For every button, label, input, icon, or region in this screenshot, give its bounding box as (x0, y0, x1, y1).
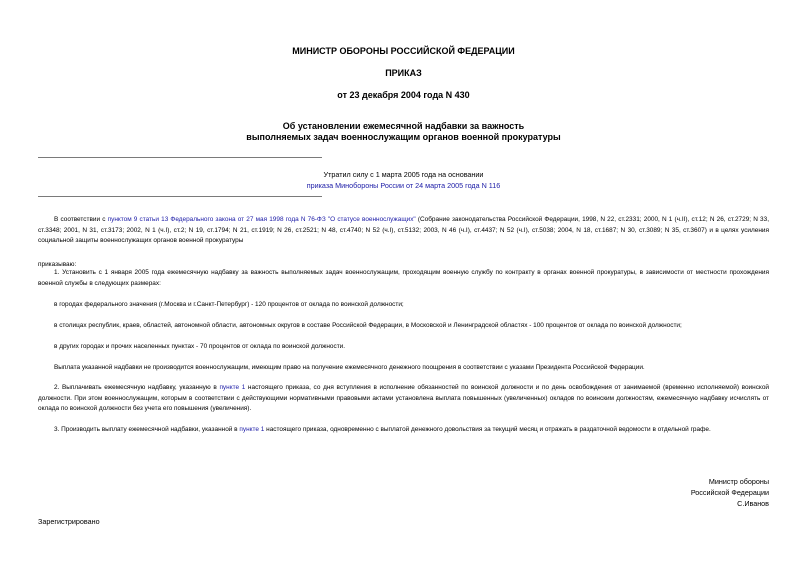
exception-note: Выплата указанной надбавки не производится военнослужащим, имеющим право на получение ежемесячного денежного поощрения в соответствии с указами Президента Российской Федерации. (54, 364, 645, 371)
item-1-paragraph: 1. Установить с 1 января 2005 года ежемесячную надбавку за важность выполняемых задач военнослужащим, проходящим военную службу по контракту в органах военной прокуратуры, в зависимости от местности прохождения военной службы в следующих размерах: (38, 269, 769, 287)
signature-title: Министр обороны (708, 477, 769, 486)
item-2-text-end: настоящего приказа, со дня вступления в исполнение обязанностей по воинской должности и по день освобождения от занимаемой (временно исполняемой) воинской должности. При этом военнослужащим, которым в соответствии с действующими нормативными правовыми актами установлена выплата повышенных (увеличенных) окладов по воинским должностям, ежемесячную надбавку исчислять от оклада по воинской должности без учета его повышения (увеличения). (38, 384, 769, 413)
divider-bottom (38, 196, 322, 197)
item-3-point-link[interactable]: пункте 1 (239, 426, 265, 433)
title-line-2: выполняемых задач военнослужащим органов военной прокуратуры (246, 132, 561, 142)
signature-name: С.Иванов (737, 499, 769, 509)
signature-org: Российской Федерации (690, 488, 769, 498)
law-link[interactable]: пунктом 9 статьи 13 Федерального закона от 27 мая 1998 года N 76-ФЗ "О статусе военнослужащих" (107, 216, 416, 223)
status-link-line (0, 180, 807, 191)
sub-item-federal-cities: в городах федерального значения (г.Москва и г.Санкт-Петербург) - 120 процентов от оклада по воинской должности; (54, 301, 404, 308)
preamble-text-start: В соответствии с (54, 216, 108, 223)
title-line-1: Об установлении ежемесячной надбавки за важность (282, 121, 525, 131)
item-2-paragraph (38, 383, 769, 415)
sub-item-capitals: в столицах республик, краев, областей, автономной области, автономных округов в составе Российской Федерации, в Московской и Ленинградской областях - 100 процентов от оклада по воинской должности; (54, 322, 682, 329)
item-3-text-start: 3. Производить выплату ежемесячной надбавки, указанной в (54, 426, 240, 433)
repeal-order-link[interactable]: приказа Минобороны России от 24 марта 2005 года N 116 (306, 181, 501, 190)
date-number-heading: от 23 декабря 2004 года N 430 (337, 90, 470, 100)
preamble-text-end: (Собрание законодательства Российской Федерации, 1998, N 22, ст.2331; 2000, N 1 (ч.II), ст.12; N 26, ст.2729; N 33, ст.3348; 2001, N 31, ст.3173; 2002, N 1 (ч.I), ст.2; N 19, ст.1794; N 21, ст.1919; N 26, ст.2521; N 48, ст.4740; N 52 (ч.I), ст.5132; 2003, N 46 (ч.I), ст.4437; N 52 (ч.I), ст.5038; 2004, N 18, ст.1687; N 30, ст.3089; N 35, ст.3607) и в целях усиления социальной защиты военнослужащих органов военной прокуратуры (38, 216, 769, 245)
item-2-point-link[interactable]: пункте 1 (219, 384, 246, 391)
preamble-paragraph (38, 215, 769, 247)
doc-type-heading: ПРИКАЗ (385, 68, 422, 78)
signature-block (691, 476, 769, 510)
item-2-text-start: 2. Выплачивать ежемесячную надбавку, указанную в (54, 384, 220, 391)
status-note: Утратил силу с 1 марта 2005 года на основании (323, 170, 484, 179)
registered-label: Зарегистрировано (38, 517, 100, 526)
divider-top (38, 157, 322, 158)
sub-item-other-towns: в других городах и прочих населенных пунктах - 70 процентов от оклада по воинской должности. (54, 343, 346, 350)
ministry-heading: МИНИСТР ОБОРОНЫ РОССИЙСКОЙ ФЕДЕРАЦИИ (292, 46, 515, 56)
item-3-paragraph (38, 425, 769, 436)
order-word: приказываю: (38, 261, 77, 268)
item-3-text-end: настоящего приказа, одновременно с выплатой денежного довольствия за текущий месяц и отражать в раздаточной ведомости в отдельной графе. (264, 426, 711, 433)
